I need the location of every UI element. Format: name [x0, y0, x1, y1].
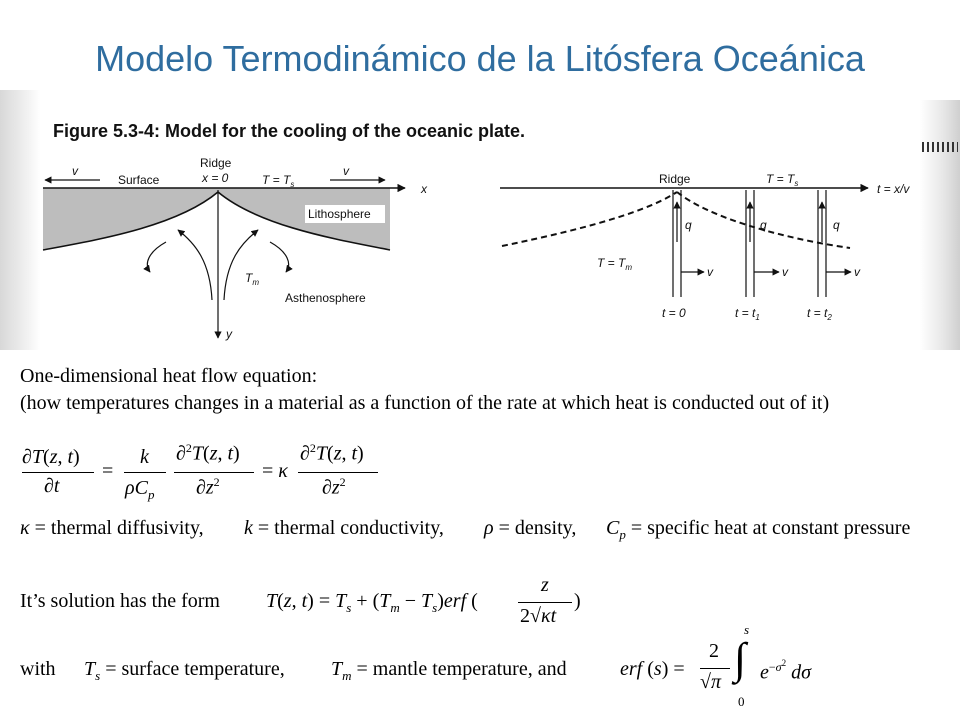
- right-v-label: v: [343, 164, 349, 178]
- asthenosphere-label: Asthenosphere: [285, 291, 366, 305]
- figure-caption: Figure 5.3-4: Model for the cooling of the oceanic plate.: [53, 121, 526, 141]
- isotherm-left: [502, 192, 677, 246]
- return-flow-right: [270, 242, 289, 272]
- ridge-label-left: Ridge: [200, 156, 232, 170]
- x-axis-label: x: [421, 182, 427, 196]
- y-axis-label: y: [226, 327, 232, 341]
- left-v-label: v: [72, 164, 78, 178]
- time-label-1: $t = t_1$: [735, 306, 760, 322]
- time-label-0: t = 0: [662, 306, 686, 320]
- right-edge-shading: [920, 100, 960, 350]
- surface-label: Surface: [118, 173, 160, 187]
- solution-intro: It’s solution has the form: [20, 590, 220, 612]
- plate-velocity-label-1: v: [782, 265, 788, 279]
- k-definition: = thermal conductivity,: [257, 517, 444, 539]
- time-label-2: $t = t_2$: [807, 306, 832, 322]
- edge-tick-marks: [922, 142, 958, 152]
- surface-temp-label-right: $T = T_s$: [766, 172, 799, 188]
- return-flow-left: [147, 242, 166, 272]
- plate-velocity-label-0: v: [707, 265, 713, 279]
- mantle-temperature-def: $T_m$ = mantle temperature, and: [331, 658, 567, 683]
- cp-definition: = specific heat at constant pressure: [630, 517, 911, 539]
- rho-definition: = density,: [498, 517, 577, 539]
- cooling-model-diagram: [40, 112, 920, 344]
- heat-flow-label-0: q: [685, 218, 692, 232]
- slide-title: Modelo Termodinámico de la Litósfera Oceánica: [95, 38, 865, 79]
- flow-arrow-right: [224, 230, 258, 300]
- time-axis-label: t = x/v: [877, 182, 910, 196]
- mantle-temp-label-right: $T = T_m$: [597, 256, 633, 272]
- mantle-temp-label: $T_m$: [245, 271, 260, 287]
- surface-temp-label: $T = T_s$: [262, 173, 295, 189]
- surface-temperature-def: $T_s$ = surface temperature,: [84, 658, 285, 683]
- lithosphere-label: Lithosphere: [308, 207, 371, 221]
- kappa-definition: = thermal diffusivity,: [34, 517, 204, 539]
- with-label: with: [20, 658, 56, 680]
- ridge-label-right: Ridge: [659, 172, 691, 186]
- heat-equation-description: (how temperatures changes in a material as a function of the rate at which heat is conducted out of it): [20, 392, 830, 414]
- flow-arrow-left: [178, 230, 212, 300]
- heat-flow-label-2: q: [833, 218, 840, 232]
- ridge-x-label: x = 0: [202, 171, 229, 185]
- figure-panel: [40, 112, 920, 344]
- plate-velocity-label-2: v: [854, 265, 860, 279]
- left-edge-shading: [0, 90, 40, 350]
- heat-flow-label-1: q: [760, 218, 767, 232]
- heat-equation-title: One-dimensional heat flow equation:: [20, 365, 318, 387]
